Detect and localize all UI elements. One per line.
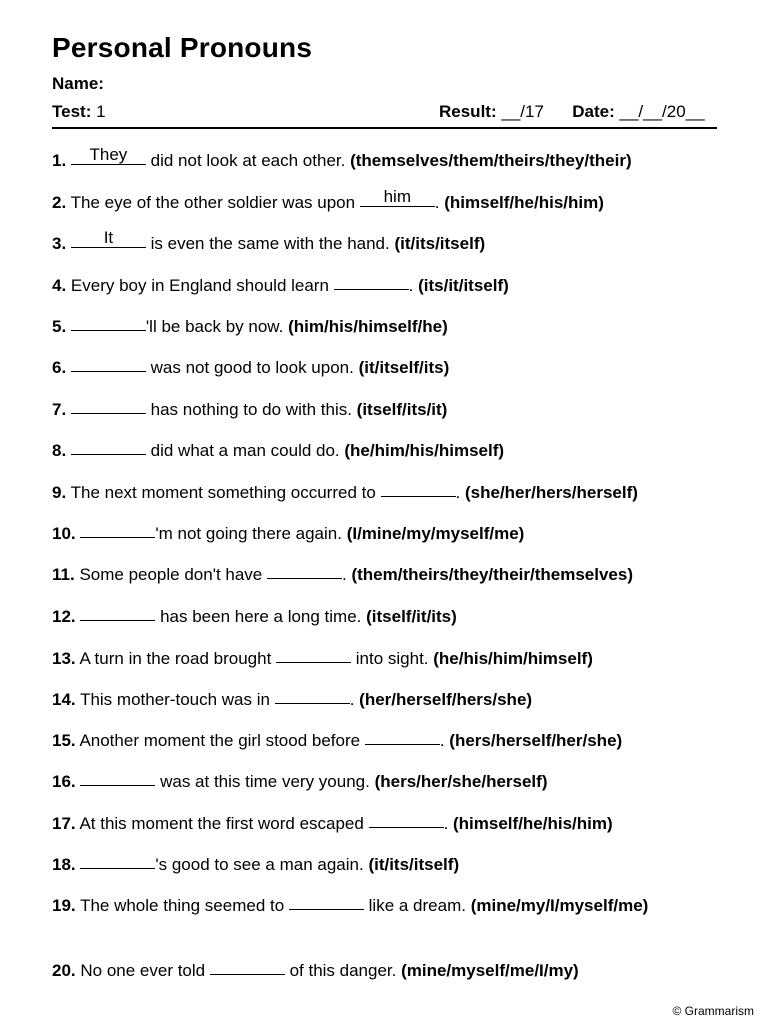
question-text-after: did not look at each other. <box>145 151 351 170</box>
answer-blank[interactable] <box>381 480 456 498</box>
header-divider <box>52 127 717 129</box>
question-number: 11. <box>52 565 75 584</box>
answer-options: (her/herself/hers/she) <box>359 690 533 709</box>
question-item <box>52 604 457 629</box>
answer-options: (it/its/itself) <box>394 234 486 253</box>
blank-underline <box>276 662 351 663</box>
question-text-after: like a dream. <box>363 896 471 915</box>
blank-underline <box>80 620 155 621</box>
blank-underline <box>275 703 350 704</box>
question-number: 17. <box>52 814 76 833</box>
answer-blank[interactable] <box>289 893 364 911</box>
filled-answer: It <box>103 228 114 247</box>
date-label: Date: <box>572 102 615 121</box>
answer-blank[interactable] <box>80 521 155 539</box>
answer-options: (itself/its/it) <box>356 400 448 419</box>
question-text-before: Another moment the girl stood before <box>79 731 365 750</box>
name-label: Name: <box>52 74 104 93</box>
answer-blank[interactable] <box>210 958 285 976</box>
answer-options: (himself/he/his/him) <box>453 814 613 833</box>
question-item <box>52 852 459 877</box>
blank-underline <box>360 206 435 207</box>
result-date-info <box>439 102 705 122</box>
question-text-before: The eye of the other soldier was upon <box>70 193 360 212</box>
question-number: 12. <box>52 607 76 626</box>
answer-blank[interactable] <box>267 562 342 580</box>
question-text-before: Every boy in England should learn <box>70 276 334 295</box>
test-value: 1 <box>96 102 106 121</box>
question-text-before: Some people don't have <box>79 565 267 584</box>
question-text-after: . <box>349 690 360 709</box>
question-number: 2. <box>52 193 67 212</box>
question-text-after: did what a man could do. <box>145 441 345 460</box>
answer-options: (its/it/itself) <box>418 276 509 295</box>
question-number: 13. <box>52 649 76 668</box>
blank-underline <box>289 909 364 910</box>
answer-options: (hers/her/she/herself) <box>374 772 548 791</box>
blank-underline <box>334 289 409 290</box>
question-item <box>52 521 524 546</box>
answer-options: (mine/my/I/myself/me) <box>470 896 649 915</box>
question-number: 1. <box>52 151 67 170</box>
question-number: 7. <box>52 400 67 419</box>
question-item <box>52 811 613 836</box>
question-text-after: has been here a long time. <box>155 607 367 626</box>
blank-underline <box>80 868 155 869</box>
question-text-before: This mother-touch was in <box>80 690 275 709</box>
question-text-after: . <box>342 565 352 584</box>
question-text-after: . <box>455 483 465 502</box>
blank-underline <box>80 537 155 538</box>
question-number: 5. <box>52 317 67 336</box>
question-item <box>52 480 638 505</box>
question-text-after: . <box>408 276 419 295</box>
answer-options: (themselves/them/theirs/they/their) <box>350 151 632 170</box>
answer-blank[interactable] <box>369 811 444 829</box>
question-text-after: 's good to see a man again. <box>155 855 369 874</box>
question-text-after: of this danger. <box>284 961 402 980</box>
question-item <box>52 187 604 215</box>
blank-underline <box>71 247 146 248</box>
blank-underline <box>210 974 285 975</box>
question-number: 9. <box>52 483 67 502</box>
answer-options: (it/its/itself) <box>368 855 460 874</box>
blank-underline <box>71 164 146 165</box>
question-item <box>52 646 593 671</box>
answer-options: (he/him/his/himself) <box>344 441 505 460</box>
question-item <box>52 438 504 463</box>
answer-blank[interactable] <box>71 145 146 166</box>
answer-options: (it/itself/its) <box>358 358 450 377</box>
question-text-after: into sight. <box>351 649 434 668</box>
answer-options: (mine/myself/me/I/my) <box>401 961 579 980</box>
filled-answer: him <box>383 187 411 206</box>
page-title: Personal Pronouns <box>52 32 313 63</box>
question-number: 19. <box>52 896 76 915</box>
question-text-before: A turn in the road brought <box>79 649 277 668</box>
answer-blank[interactable] <box>365 728 440 746</box>
answer-blank[interactable] <box>80 769 155 787</box>
question-number: 8. <box>52 441 67 460</box>
question-text-after: was at this time very young. <box>155 772 375 791</box>
question-number: 18. <box>52 855 76 874</box>
copyright-notice: © Grammarism <box>672 1004 754 1018</box>
blank-underline <box>71 330 146 331</box>
answer-blank[interactable] <box>334 273 409 291</box>
blank-underline <box>71 371 146 372</box>
blank-underline <box>80 785 155 786</box>
answer-options: (himself/he/his/him) <box>444 193 604 212</box>
blank-underline <box>71 454 146 455</box>
question-item <box>52 397 447 422</box>
question-text-after: is even the same with the hand. <box>145 234 395 253</box>
question-text-before: No one ever told <box>80 961 210 980</box>
question-item <box>52 893 722 918</box>
result-value: __/17 <box>501 102 544 121</box>
question-text-after: . <box>443 814 454 833</box>
question-text-after: . <box>439 731 450 750</box>
test-label: Test: <box>52 102 92 121</box>
answer-blank[interactable] <box>360 187 435 208</box>
question-text-after: has nothing to do with this. <box>145 400 357 419</box>
answer-options: (hers/herself/her/she) <box>449 731 623 750</box>
answer-options: (he/his/him/himself) <box>433 649 593 668</box>
question-item <box>52 769 547 794</box>
date-value: __/__/20__ <box>619 102 705 121</box>
answer-blank[interactable] <box>71 397 146 415</box>
question-item <box>52 228 486 256</box>
question-text-after: . <box>434 193 445 212</box>
answer-options: (him/his/himself/he) <box>288 317 448 336</box>
filled-answer: They <box>89 145 128 164</box>
answer-blank[interactable] <box>71 355 146 373</box>
answer-options: (them/theirs/they/their/themselves) <box>351 565 633 584</box>
question-number: 15. <box>52 731 76 750</box>
blank-underline <box>267 578 342 579</box>
question-item <box>52 273 509 298</box>
question-number: 20. <box>52 961 76 980</box>
question-item <box>52 562 633 587</box>
answer-blank[interactable] <box>275 687 350 705</box>
answer-options: (she/her/hers/herself) <box>465 483 638 502</box>
question-number: 4. <box>52 276 67 295</box>
answer-blank[interactable] <box>71 438 146 456</box>
question-number: 6. <box>52 358 67 377</box>
question-number: 14. <box>52 690 76 709</box>
question-text-before: At this moment the first word escaped <box>79 814 369 833</box>
question-text-before: The whole thing seemed to <box>80 896 289 915</box>
answer-blank[interactable] <box>276 646 351 664</box>
question-text-after: 'm not going there again. <box>155 524 347 543</box>
answer-options: (I/mine/my/myself/me) <box>346 524 525 543</box>
answer-blank[interactable] <box>71 228 146 249</box>
question-text-after: was not good to look upon. <box>145 358 359 377</box>
question-number: 16. <box>52 772 76 791</box>
test-info <box>52 102 106 122</box>
question-item <box>52 314 448 339</box>
question-text-before: The next moment something occurred to <box>70 483 381 502</box>
question-number: 3. <box>52 234 67 253</box>
question-item <box>52 355 449 380</box>
result-label: Result: <box>439 102 497 121</box>
question-item <box>52 728 622 753</box>
question-item <box>52 958 579 983</box>
blank-underline <box>71 413 146 414</box>
answer-options: (itself/it/its) <box>366 607 457 626</box>
question-text-after: 'll be back by now. <box>145 317 289 336</box>
blank-underline <box>369 827 444 828</box>
question-item <box>52 145 632 173</box>
blank-underline <box>381 496 456 497</box>
question-item <box>52 687 532 712</box>
answer-blank[interactable] <box>80 852 155 870</box>
blank-underline <box>365 744 440 745</box>
question-number: 10. <box>52 524 76 543</box>
answer-blank[interactable] <box>80 604 155 622</box>
answer-blank[interactable] <box>71 314 146 332</box>
